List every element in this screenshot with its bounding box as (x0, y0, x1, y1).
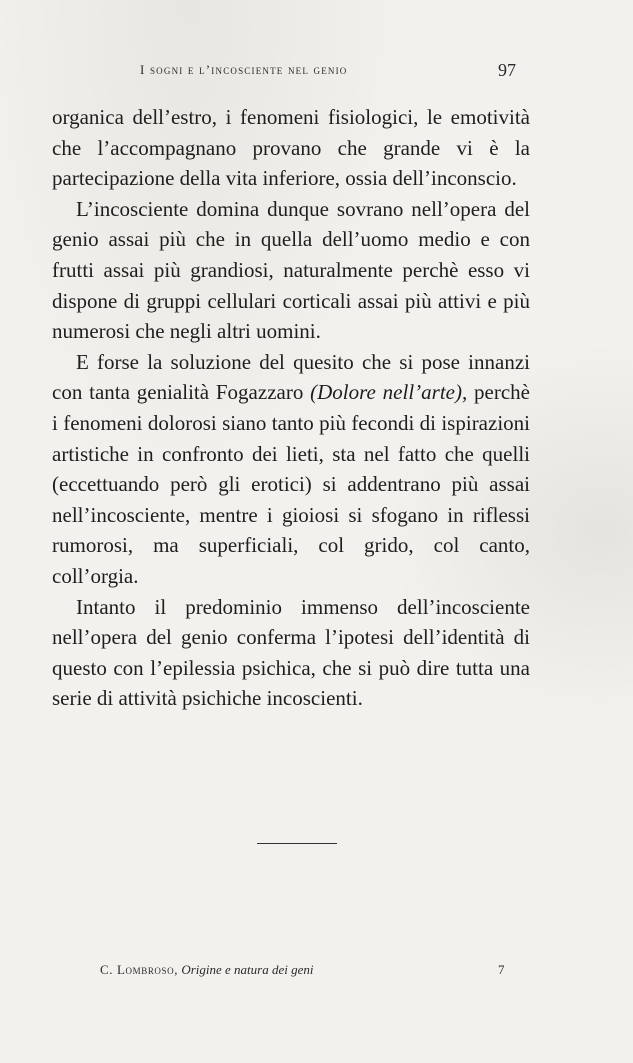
paragraph-1-text: organica dell’estro, i fenomeni fisiologici, le emotività che l’accompagnano provano che grande vi è la partecipazione della vita inferiore, ossia dell’inconscio. (52, 105, 530, 191)
footer-author: C. Lombroso, (100, 962, 179, 977)
section-rule (257, 843, 337, 844)
paragraph-3 (52, 347, 530, 592)
footer (100, 962, 520, 978)
signature-mark: 7 (498, 962, 505, 977)
page-number: 97 (498, 60, 516, 80)
paragraph-2 (52, 194, 530, 347)
paragraph-4-text: Intanto il predominio immenso dell’incosciente nell’opera del genio conferma l’ipotesi dell’identità di questo con l’epilessia psichica, che si può dire tutta una serie di attività psichiche incoscienti. (52, 594, 530, 711)
paragraph-2-text: L’incosciente domina dunque sovrano nell’opera del genio assai più che in quella dell’uomo medio e con frutti assai più grandiosi, naturalmente perchè esso vi dispone di gruppi cellulari corticali assai più attivi e più numerosi che negli altri uomini. (52, 196, 530, 344)
running-head: I sogni e l’incosciente nel genio (140, 62, 348, 77)
paragraph-3-text-a: E forse la soluzione del quesito che si pose innanzi con tanta genialità Fogazzaro (52, 349, 530, 405)
footer-title: Origine e natura dei geni (181, 962, 314, 977)
paragraph-1 (52, 102, 530, 194)
paragraph-3-italic-title: (Dolore nell’arte), (310, 380, 468, 405)
paragraph-4 (52, 592, 530, 714)
body-text (52, 102, 530, 714)
paragraph-3-text-b: perchè i fenomeni dolorosi siano tanto più fecondi di ispirazioni artistiche in confronto dei lieti, sta nel fatto che quelli (eccettuando però gli erotici) si addentrano più assai nell’incosciente, mentre i gioiosi si sfogano in riflessi rumorosi, ma superficiali, col grido, col canto, coll’orgia. (52, 380, 530, 588)
